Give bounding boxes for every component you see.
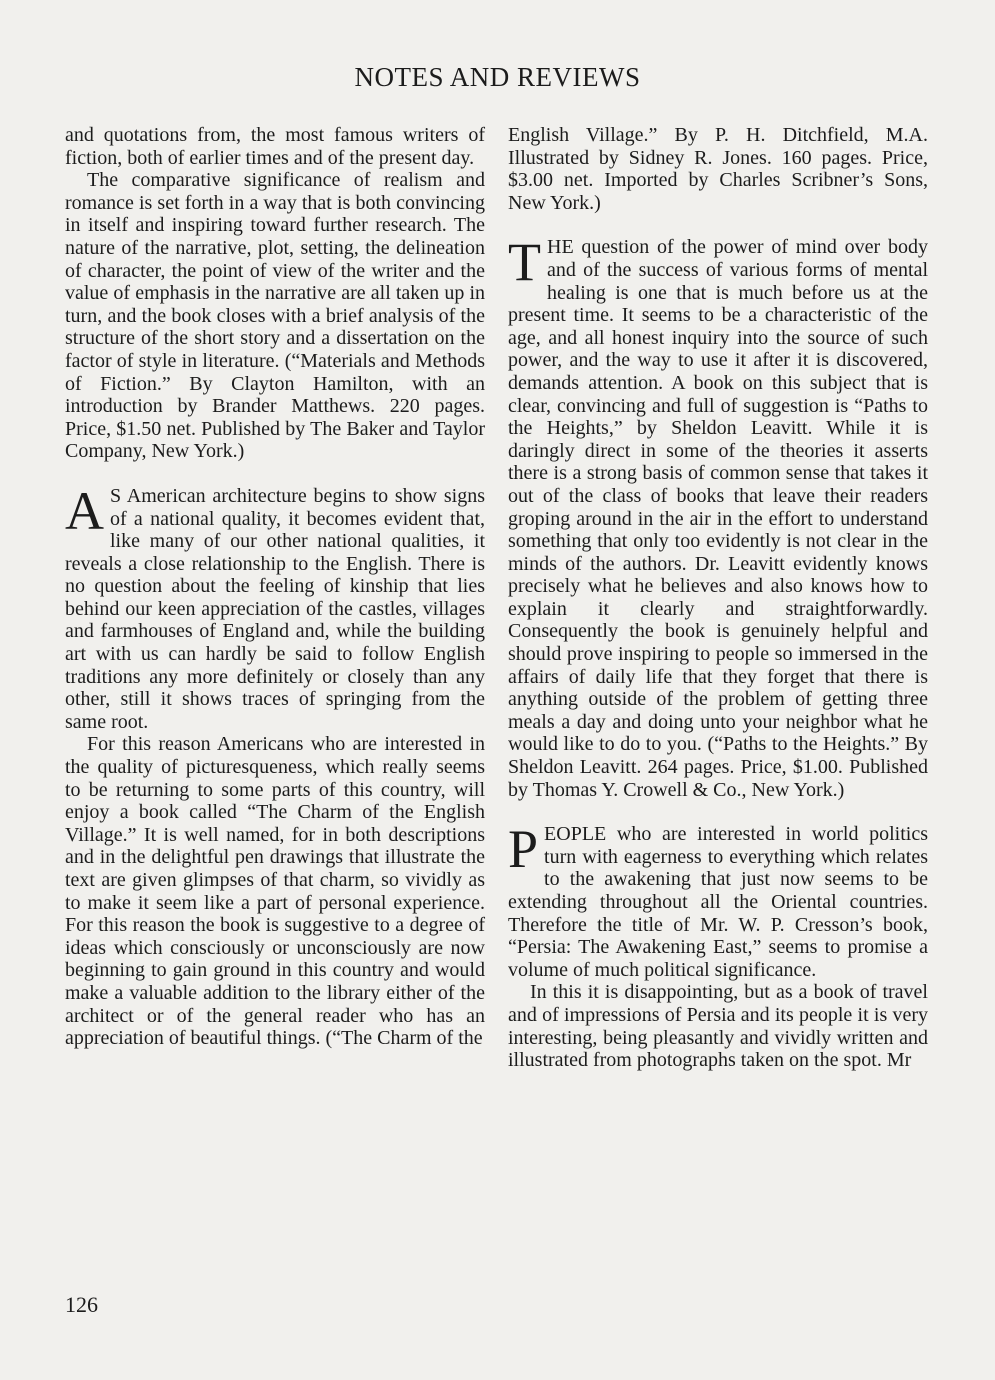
paragraph: In this it is disappointing, but as a book of travel and of impressions of Persia and its people it is very interesting, being pleasantly and vividly written and illustrated from photographs taken on the spot. Mr — [508, 981, 928, 1072]
paragraph — [65, 480, 485, 734]
page-number: 126 — [65, 1292, 98, 1317]
drop-cap: A — [65, 480, 104, 541]
paragraph — [508, 232, 928, 801]
paragraph: The comparative significance of realism and romance is set forth in a way that is both convincing in itself and inspiring toward further research. The nature of the narrative, plot, setting, the delineation of character, the point of view of the writer and the value of emphasis in the narrative are all taken up in turn, and the book closes with a brief analysis of the structure of the short story and a dissertation on the factor of style in literature. (“Materials and Methods of Fiction.” By Clayton Hamilton, with an introduction by Brander Matthews. 220 pages. Price, $1.50 net. Published by The Baker and Taylor Company, New York.) — [65, 169, 485, 463]
paragraph-text: S American architecture begins to show signs of a national quality, it becomes evident that, like many of our other national qualities, it reveals a close relationship to the English. There is no question about the feeling of kinship that lies behind our keen appreciation of the castles, villages and farmhouses of England and, while the building art with us can hardly be said to follow English traditions any more definitely or closely than any other, still it shows traces of springing from the same root. — [65, 484, 485, 733]
drop-cap: P — [508, 819, 539, 880]
paragraph: and quotations from, the most famous writers of fiction, both of earlier times and of the present day. — [65, 124, 485, 169]
left-column — [65, 124, 485, 1050]
drop-cap: T — [508, 232, 541, 293]
paragraph: For this reason Americans who are interested in the quality of picturesqueness, which really seems to be returning to some parts of this country, will enjoy a book called “The Charm of the English Village.” It is well named, for in both descriptions and in the delightful pen drawings that illustrate the text are given glimpses of that charm, so vividly as to make it seem like a part of personal experience. For this reason the book is suggestive to a degree of ideas which consciously or unconsciously are now beginning to gain ground in this country and would make a valuable addition to the library either of the architect or of the general reader who has an appreciation of beautiful things. (“The Charm of the — [65, 733, 485, 1050]
paragraph-text: HE question of the power of mind over body and of the success of various forms of mental healing is one that is much before us at the present time. It seems to be a characteristic of the age, and all honest inquiry into the source of such power, and the way to use it after it is discovered, demands attention. A book on this subject that is clear, convincing and full of suggestion is “Paths to the Heights,” by Sheldon Leavitt. While it is daringly direct in some of the theories it asserts there is a strong basis of common sense that takes it out of the class of books that leave their readers groping around in the air in the effort to understand something that only too evidently is not clear in the minds of the authors. Dr. Leavitt evidently knows precisely what he believes and also knows how to explain it clearly and straightforwardly. Consequently the book is genuinely helpful and should prove inspiring to people so immersed in the affairs of daily life that they forget that there is anything outside of the problem of getting three meals a day and doing unto your neighbor what he would like to do to you. (“Paths to the Heights.” By Sheldon Leavitt. 264 pages. Price, $1.00. Published by Thomas Y. Crowell & Co., New York.) — [508, 236, 928, 801]
paragraph-text: EOPLE who are interested in world politics turn with eagerness to everything which relates to the awakening that just now seems to be extending throughout all the Oriental countries. Therefore the title of Mr. W. P. Cresson’s book, “Persia: The Awakening East,” seems to promise a volume of much political significance. — [508, 823, 928, 981]
right-column — [508, 124, 928, 1072]
paragraph: English Village.” By P. H. Ditchfield, M.A. Illustrated by Sidney R. Jones. 160 pages. Price, $3.00 net. Imported by Charles Scribner’s Sons, New York.) — [508, 124, 928, 214]
page-header: NOTES AND REVIEWS — [354, 62, 641, 92]
paragraph — [508, 819, 928, 981]
